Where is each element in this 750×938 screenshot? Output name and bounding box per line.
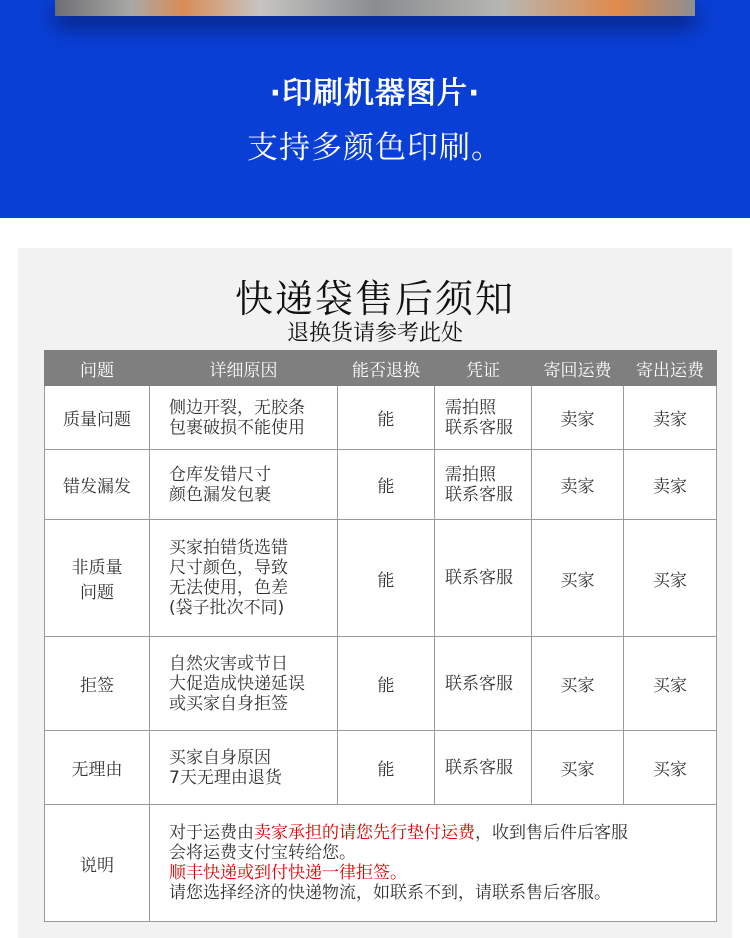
hero-title: ·印刷机器图片· bbox=[269, 76, 481, 111]
issue-cell: 错发漏发 bbox=[45, 450, 150, 520]
header-returnable: 能否退换 bbox=[338, 351, 435, 386]
proof-cell bbox=[435, 450, 532, 520]
table-header-row bbox=[45, 351, 717, 386]
returnable-cell: 能 bbox=[338, 520, 435, 637]
proof-line: 需拍照 bbox=[445, 464, 496, 485]
return-shipping-cell: 买家 bbox=[532, 520, 624, 637]
note-label: 说明 bbox=[45, 805, 150, 922]
header-send-shipping: 寄出运费 bbox=[624, 351, 717, 386]
proof-cell bbox=[435, 386, 532, 450]
issue-line: 非质量 bbox=[71, 558, 123, 578]
reason-cell bbox=[150, 731, 338, 805]
hero-banner bbox=[0, 0, 750, 218]
hero-subtitle: 支持多颜色印刷。 bbox=[247, 130, 503, 166]
proof-cell: 联系客服 bbox=[435, 637, 532, 731]
reason-line: 尺寸颜色，导致 bbox=[169, 558, 288, 578]
return-shipping-cell: 买家 bbox=[532, 637, 624, 731]
send-shipping-cell: 买家 bbox=[624, 731, 717, 805]
reason-line: 自然灾害或节日 bbox=[169, 653, 288, 674]
return-shipping-cell: 买家 bbox=[532, 731, 624, 805]
table-row bbox=[45, 386, 717, 450]
header-issue: 问题 bbox=[45, 351, 150, 386]
issue-line: 问题 bbox=[80, 583, 114, 603]
reason-line: 仓库发错尺寸 bbox=[169, 464, 271, 485]
after-sales-table bbox=[44, 350, 717, 922]
table-row bbox=[45, 450, 717, 520]
reason-line: 侧边开裂，无胶条 bbox=[169, 397, 305, 418]
header-proof: 凭证 bbox=[435, 351, 532, 386]
proof-cell: 联系客服 bbox=[435, 731, 532, 805]
send-shipping-cell: 卖家 bbox=[624, 450, 717, 520]
reason-cell bbox=[150, 637, 338, 731]
reason-line: 7天无理由退货 bbox=[169, 767, 282, 788]
proof-line: 联系客服 bbox=[445, 417, 513, 438]
reason-line: 无法使用，色差 bbox=[169, 578, 288, 598]
reason-line: 包裹破损不能使用 bbox=[169, 417, 305, 438]
proof-line: 需拍照 bbox=[445, 397, 496, 418]
table-row bbox=[45, 731, 717, 805]
proof-cell: 联系客服 bbox=[435, 520, 532, 637]
printing-machine-photo bbox=[55, 0, 695, 16]
note-highlight: 卖家承担的请您先行垫付运费 bbox=[254, 823, 475, 843]
reason-cell bbox=[150, 450, 338, 520]
reason-line: 买家自身原因 bbox=[169, 747, 271, 768]
reason-line: 或买家自身拒签 bbox=[169, 693, 288, 714]
issue-cell: 无理由 bbox=[45, 731, 150, 805]
note-line-2: 会将运费支付宝转给您。 bbox=[169, 843, 356, 863]
send-shipping-cell: 买家 bbox=[624, 520, 717, 637]
header-reason: 详细原因 bbox=[150, 351, 338, 386]
proof-line: 联系客服 bbox=[445, 484, 513, 505]
reason-line: 买家拍错货选错 bbox=[169, 538, 288, 558]
table-row bbox=[45, 637, 717, 731]
returnable-cell: 能 bbox=[338, 386, 435, 450]
returnable-cell: 能 bbox=[338, 731, 435, 805]
send-shipping-cell: 买家 bbox=[624, 637, 717, 731]
issue-cell: 质量问题 bbox=[45, 386, 150, 450]
reason-line: 颜色漏发包裹 bbox=[169, 484, 271, 505]
return-shipping-cell: 卖家 bbox=[532, 450, 624, 520]
note-warning: 顺丰快递或到付快递一律拒签。 bbox=[169, 863, 407, 883]
reason-line: (袋子批次不同) bbox=[169, 598, 285, 618]
note-row bbox=[45, 805, 717, 922]
note-text: ，收到售后件后客服 bbox=[475, 823, 628, 843]
note-cell bbox=[150, 805, 717, 922]
reason-line: 大促造成快递延误 bbox=[169, 673, 305, 694]
returnable-cell: 能 bbox=[338, 450, 435, 520]
notice-title: 快递袋售后须知 bbox=[234, 277, 515, 321]
reason-cell bbox=[150, 386, 338, 450]
header-return-shipping: 寄回运费 bbox=[532, 351, 624, 386]
send-shipping-cell: 卖家 bbox=[624, 386, 717, 450]
note-line-1 bbox=[169, 823, 716, 843]
issue-cell bbox=[45, 520, 150, 637]
reason-cell bbox=[150, 520, 338, 637]
table-row bbox=[45, 520, 717, 637]
note-line-4: 请您选择经济的快递物流，如联系不到，请联系售后客服。 bbox=[169, 883, 611, 903]
issue-cell: 拒签 bbox=[45, 637, 150, 731]
return-shipping-cell: 卖家 bbox=[532, 386, 624, 450]
notice-subtitle: 退换货请参考此处 bbox=[286, 321, 463, 346]
returnable-cell: 能 bbox=[338, 637, 435, 731]
note-text: 对于运费由 bbox=[169, 823, 254, 843]
